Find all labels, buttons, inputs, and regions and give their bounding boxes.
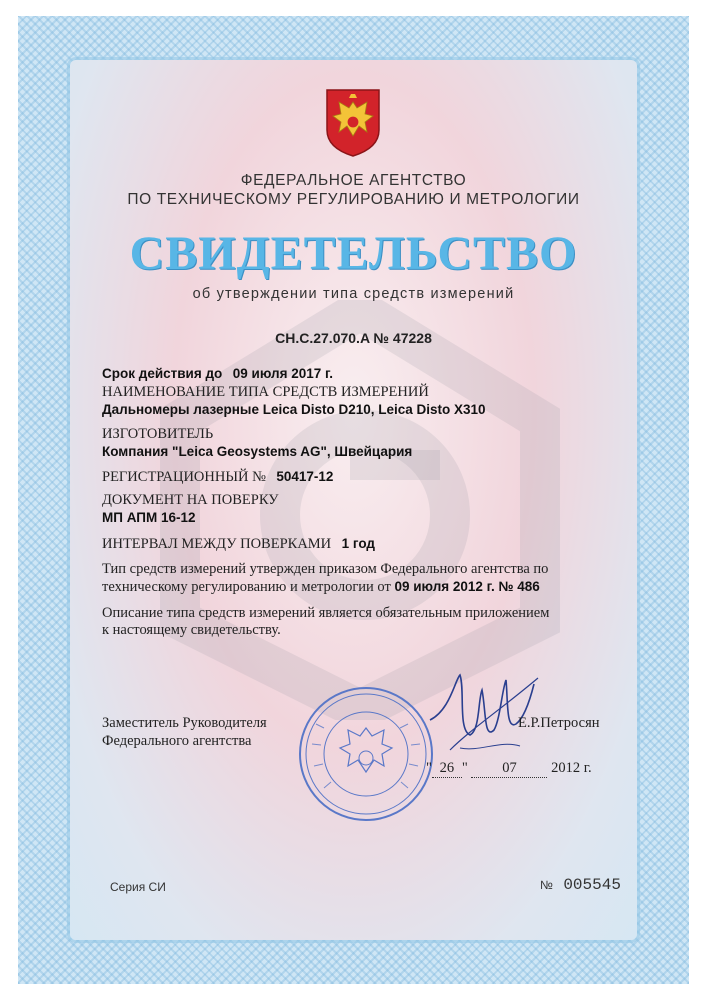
registration-label: РЕГИСТРАЦИОННЫЙ № <box>102 469 266 485</box>
registration-value: 50417-12 <box>276 469 334 484</box>
agency-line2: ПО ТЕХНИЧЕСКОМУ РЕГУЛИРОВАНИЮ И МЕТРОЛОГИИ <box>127 191 580 208</box>
description-line2: к настоящему свидетельству. <box>102 622 281 638</box>
date-month: 07 <box>471 760 547 778</box>
verification-doc-value: МП АПМ 16-12 <box>102 510 196 525</box>
interval-label: ИНТЕРВАЛ МЕЖДУ ПОВЕРКАМИ <box>102 536 332 552</box>
validity-label: Срок действия до <box>102 366 223 381</box>
instrument-type-value: Дальномеры лазерные Leica Disto D210, Leica Disto X310 <box>102 402 486 417</box>
approval-order-date: 09 июля 2012 г. № 486 <box>394 579 540 594</box>
serial-number-row <box>540 876 621 894</box>
certificate-number: CH.C.27.070.A № 47228 <box>275 330 432 346</box>
signature-date: " 26 " 07 2012 г. <box>426 760 592 776</box>
certificate-subtitle: об утверждении типа средств измерений <box>192 286 515 302</box>
signatory-position-line2: Федерального агентства <box>102 733 252 749</box>
instrument-type-label: НАИМЕНОВАНИЕ ТИПА СРЕДСТВ ИЗМЕРЕНИЙ <box>102 384 429 400</box>
signatory-name: Е.Р.Петросян <box>518 715 600 731</box>
approval-text-line1: Тип средств измерений утвержден приказом Федерального агентства по <box>102 561 549 577</box>
serial-number: 005545 <box>563 876 621 894</box>
agency-line1: ФЕДЕРАЛЬНОЕ АГЕНТСТВО <box>240 172 467 189</box>
description-paragraph <box>102 605 605 639</box>
manufacturer-label: ИЗГОТОВИТЕЛЬ <box>102 426 214 442</box>
certificate-title: СВИДЕТЕЛЬСТВО <box>129 227 578 280</box>
official-stamp <box>296 684 436 824</box>
validity-value: 09 июля 2017 г. <box>232 366 334 381</box>
date-year: 2012 г. <box>551 760 592 776</box>
date-day: 26 <box>432 760 462 778</box>
interval-value: 1 год <box>341 536 375 551</box>
approval-text-line2: техническому регулированию и метрологии от <box>102 579 391 595</box>
serial-number-label: № <box>540 878 553 892</box>
validity-row <box>102 365 333 383</box>
manufacturer-value: Компания "Leica Geosystems AG", Швейцария <box>102 444 413 459</box>
signatory-position-line1: Заместитель Руководителя <box>102 715 267 731</box>
approval-paragraph <box>102 561 605 596</box>
interval-row <box>102 535 375 553</box>
verification-doc-label: ДОКУМЕНТ НА ПОВЕРКУ <box>102 492 279 508</box>
watermark-emblem <box>150 300 570 720</box>
series-label: Серия СИ <box>110 880 166 894</box>
registration-row <box>102 468 333 486</box>
coat-of-arms-icon <box>323 86 383 158</box>
description-line1: Описание типа средств измерений является обязательным приложением <box>102 605 550 621</box>
